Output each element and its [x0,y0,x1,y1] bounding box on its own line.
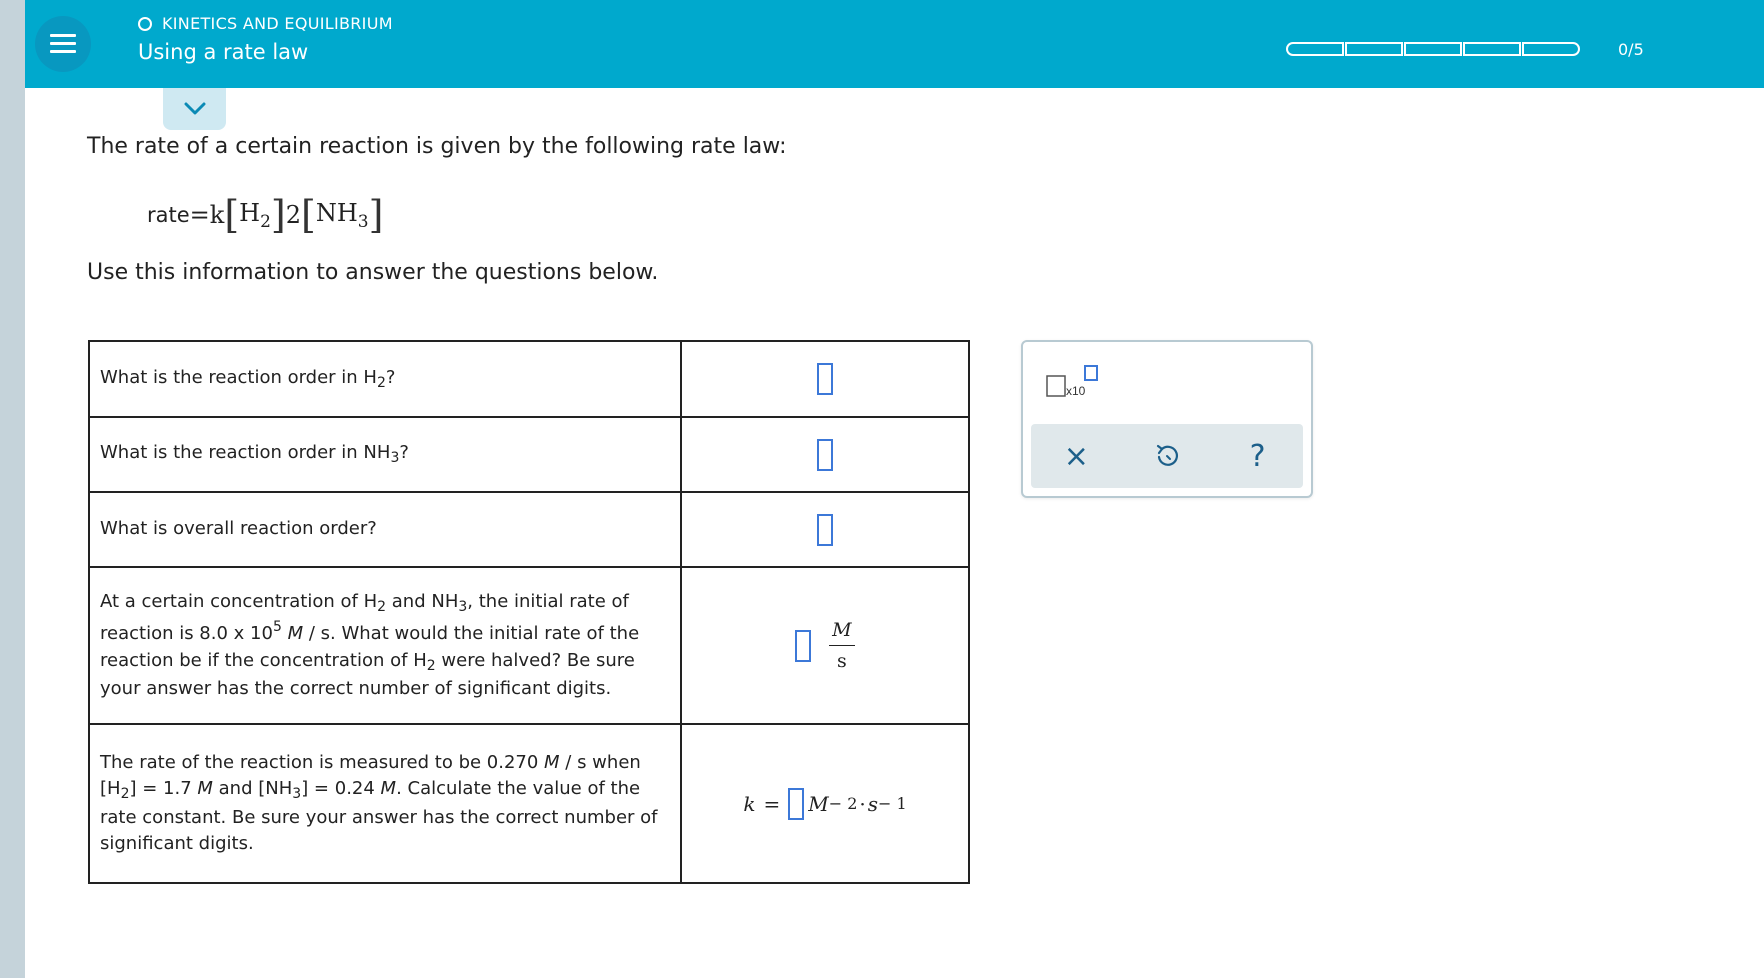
answer-4-cell [681,567,969,724]
answer-5-input[interactable] [788,788,804,820]
answer-5-cell [681,724,969,883]
progress-count: 0/5 [1618,40,1644,59]
k-label: k [743,791,756,816]
hamburger-menu-icon [50,34,76,54]
table-row [89,492,969,567]
progress-segment [1286,42,1344,56]
unit-dot: · [859,791,866,816]
bracket-close: ] [270,193,286,237]
question-4-text: At a certain concentration of $H_2$ and $NH_3$, the initial rate of reaction is 8.0 x $10^5$ M / s. What would the initial rate of the reaction be if the concentration of $H_2$ were halved? Be sure your answer has the correct number of significant digits. [89,567,681,724]
rate-label: rate [147,203,190,227]
topic-label: KINETICS AND EQUILIBRIUM [162,14,393,33]
undo-icon [1154,443,1180,469]
question-3-text: What is overall reaction order? [89,492,681,567]
clear-button[interactable] [1056,436,1096,476]
progress-segment [1404,42,1462,56]
answer-2-input[interactable] [817,439,833,471]
svg-text:x10: x10 [1066,384,1086,398]
progress-segment [1522,42,1580,56]
answer-3-input[interactable] [817,514,833,546]
table-row [89,341,969,417]
answer-tools-panel [1021,340,1313,498]
answer-1-cell [681,341,969,417]
progress-bar [1286,42,1581,56]
rate-constant-symbol: k [209,201,225,229]
x10-icon [1045,364,1101,404]
intro-text: The rate of a certain reaction is given by the following rate law: [87,134,787,159]
answer-2-cell [681,417,969,492]
bracket-close: ] [368,193,384,237]
equals-sign: = [189,201,210,229]
answer-1-input[interactable] [817,363,833,395]
fraction-bar [829,645,855,646]
menu-button[interactable] [35,16,91,72]
undo-button[interactable] [1147,436,1187,476]
progress-segment [1463,42,1521,56]
molarity-exponent: − 2 [828,794,858,813]
answer-3-cell [681,492,969,567]
seconds-exponent: − 1 [878,794,907,813]
table-row [89,724,969,883]
progress-segment [1345,42,1403,56]
left-edge-strip [0,0,25,978]
question-table [88,340,970,884]
chevron-down-icon [184,102,206,116]
table-row [89,417,969,492]
instruction-text: Use this information to answer the questions below. [87,260,659,285]
k-equals: = [763,791,781,816]
unit-seconds: s [867,791,878,816]
h2-exponent: 2 [285,201,302,229]
close-x-icon: × [1063,438,1089,474]
unit-denominator: s [836,650,847,672]
question-2-text: What is the reaction order in $NH_3$? [89,417,681,492]
scientific-notation-button[interactable] [1045,364,1101,404]
rate-law-equation [147,190,383,240]
unit-fraction [829,619,855,672]
question-mark-icon: ? [1249,438,1266,474]
unit-molarity: M [808,791,829,816]
collapse-toggle[interactable] [163,88,226,130]
unit-numerator: M [832,619,852,641]
table-row [89,567,969,724]
tool-buttons-row [1031,424,1303,488]
page-title: Using a rate law [138,40,309,64]
species-h2: $H_2$ [239,198,271,232]
rate-constant-expression [743,788,906,820]
question-5-text: The rate of the reaction is measured to be 0.270 M / s when $[H_2] = 1.7$ M and $[NH_3] = 0.24$ M. Calculate the value of the rate constant. Be sure your answer has the correct number of significant digits. [89,724,681,883]
help-button[interactable] [1238,436,1278,476]
species-nh3: $NH_3$ [315,198,369,232]
bracket-open: [ [301,193,316,237]
bracket-open: [ [224,193,240,237]
topic-circle-icon [138,17,152,31]
question-1-text: What is the reaction order in $H_2$? [89,341,681,417]
topic-heading [138,14,393,33]
answer-4-input[interactable] [795,630,811,662]
